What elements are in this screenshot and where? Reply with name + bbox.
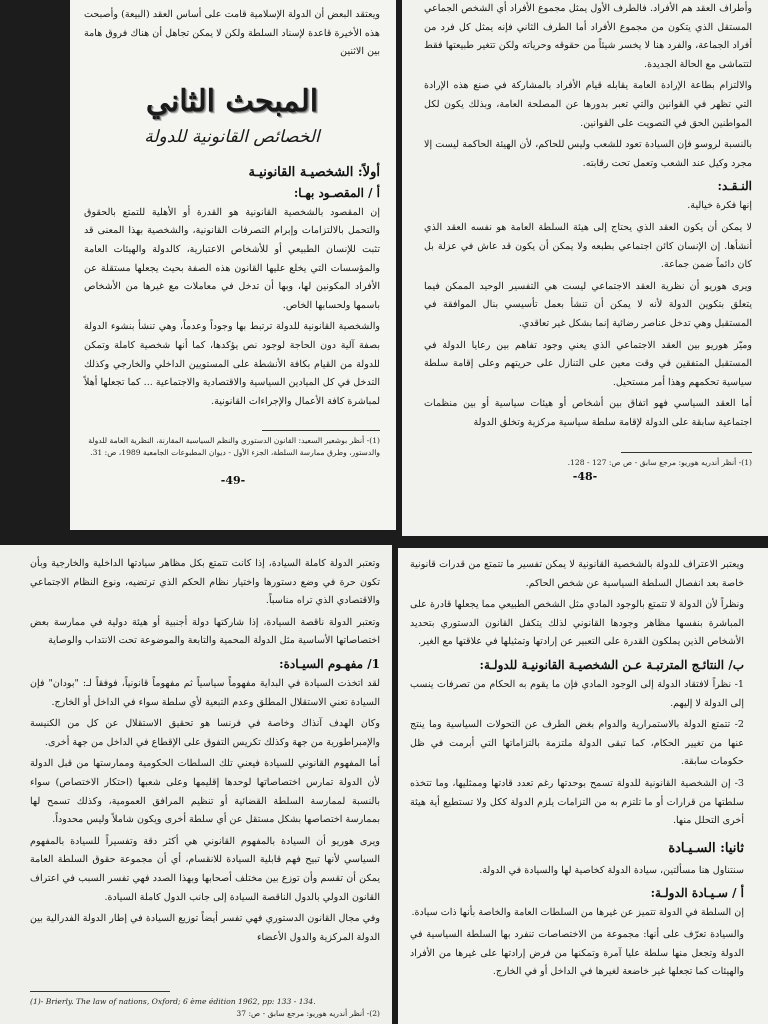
page-49-body [84,6,380,414]
footnote-divider [621,452,752,453]
page-51-footnote-latin: (1)- Brierly. The law of nations, Oxford; 6 ème édition 1962, pp: 133 - 134. [30,997,316,1006]
footnote-divider [262,430,380,431]
critique-paragraph: لا يمكن أن يكون العقد الذي يحتاج إلى هيئة السلطة العامة هو نفسه العقد الذي أنشأها. إن الإنسان كائن اجتماعي بطبعه ولا يمكن أن يكون قد عاش في عزلة بل كان دائماً ضمن جماعة. [424,221,752,271]
page-49 [70,0,396,530]
critique-paragraph: ويرى هوريو أن نظرية العقد الاجتماعي ليست هي التفسير الوحيد الممكن فيما يتعلق بتكوين الدولة لأنه لا يمكن أن تنشأ بعمل تأسيسي بنال الموافقة في المستقبل وهي تدخل عناصر رضائية إنما بشكل غير تعاقدي. [424,280,752,329]
page-48-body [424,0,752,435]
critique-heading: النـقـد: [717,179,752,194]
page-49-paragraph: إن المقصود بالشخصية القانونية هو القدرة أو الأهلية للتمتع بالحقوق والتحمل بالالتزامات وإبرام التصرفات القانونية، والشخصية بهذا المعنى قد تثبت للإنسان الطبيعي أو للأشخاص الاعتبارية، كالدولة والهيئات العامة والمؤسسات التي يخلع عليها القانون هذه الصفة بحيث يجعلها مستقلة عن الأفراد المكونين لها، وبها أن تدخل في معاملات مع غيرها من الأشخاص باسمها ولحسابها الخاص. [84,206,380,311]
page-49-paragraph: والشخصية القانونية للدولة ترتبط بها وجوداً وعدماً، وهي تنشأ بنشوء الدولة بصفة آلية دون الحاجة لوجود نص يؤكدها، كما أنها شخصية كاملة وتمكن للدولة من القيام بكافة الأنشطة على المستويين الداخلي والخارجي وكذلك التدخل في كل الميادين السياسية والاقتصادية والاجتماعية ... كما تجعلها أهلاً لمباشرة كافة الأعمال والإجراءات القانونية. [84,321,380,407]
critique-paragraph: أما العقد السياسي فهو اتفاق بين أشخاص أو هيئات سياسية أو بين منظمات اجتماعية سابقة على الدولة لإقامة سلطة سياسية مركزية وتخلق الدولة [424,398,752,428]
page-49-footnotes [84,424,380,459]
subsection-heading-meaning: أ / المقصـود بهـا: [293,185,380,200]
sovereignty-paragraph: والسيادة تعرّف على أنها: مجموعة من الاختصاصات تنفرد بها السلطة السياسية في الدولة وتجعل منها سلطة عليا آمرة وتمكنها من فرض إرادتها على غيرها من الأفراد والهيئات كما تجعلها غير خاضعة لغيرها في الداخل أو في الخارج. [410,928,744,978]
page-50-body [410,556,744,985]
page-48-number: -48- [572,470,598,483]
chapter-subtitle: الخصائص القانونية للدولة [144,126,320,147]
page-51-paragraph: وتعتبر الدولة كاملة السيادة، إذا كانت تتمتع بكل مظاهر سيادتها الداخلية والخارجية وبأن تكون حرة في وضع دستورها واختيار نظام الحكم الذي ترتضيه، ونوع النظام الاجتماعي والاقتصادي الذي تراه مناسباً. [30,558,380,607]
sovereignty-paragraph: إن السلطة في الدولة تتميز عن غيرها من السلطات العامة والخاصة بأنها ذات سيادة. [411,907,744,919]
result-item: 1- نظراً لافتقاد الدولة إلى الوجود المادي فإن ما يقوم به الحكام من تصرفات ينسب إلى الدولة لا إليهم. [410,678,744,709]
page-49-number: -49- [220,474,246,487]
page-50 [398,548,768,1024]
footnote-divider [30,991,170,992]
results-heading: ب/ النتائـج المترتبـة عـن الشخصيـة القانونيـة للدولـة: [479,657,744,672]
page-48-footnote: (1)- أنظر أندريه هوريو: مرجع سابق - ص ص: 127 - 128. [567,458,752,467]
subsection-heading-state-sovereignty: أ / سـيـادة الدولـة: [650,886,744,901]
page-51-footnotes [30,985,380,1020]
page-51-footnote: (2)- أنظر أندريه هوريو: مرجع سابق - ص: 37 [236,1009,380,1018]
page-48-paragraph: والالتزام بطاعة الإرادة العامة يقابله قيام الأفراد بالمشاركة في صنع هذه الإرادة التي تظهر في القوانين والتي تعبر بدورها عن المصلحة العامة، وبذلك يكون لكل المواطنين الحق في التصويت على القوانين. [424,80,752,129]
page-50-paragraph: ونظراً لأن الدولة لا تتمتع بالوجود المادي مثل الشخص الطبيعي مما يجعلها قادرة على المباشرة بنفسها مظاهر وجودها القانوني لذلك يتكفل القانون الدستوري بتحديد الأشخاص الذين يملكون القدرة على التعبير عن إرادتها وتمثيلها في علاقتها مع الغير. [410,599,744,648]
page-51 [0,545,392,1024]
concept-heading: 1/ مفهـوم السيـادة: [279,656,380,671]
sovereignty-intro: سنتناول هنا مسألتين، سيادة الدولة كخاصية لها والسيادة في الدولة. [479,864,744,876]
section-heading-sovereignty: ثانيا: السـيـادة [668,840,744,856]
page-48-paragraph: وأطراف العقد هم الأفراد. فالطرف الأول يمثل مجموع الأفراد أي الشخص الجماعي المستقل الذي يتكون من مجموع الأفراد أما الطرف الثاني فإنه يمثل كل فرد من أفراد الجماعة، والفرد هنا لا يخسر شيئاً من حقوقه وحرياته ولكن تتغير طبيعتها فقط لتتماشى مع الحالة الجديدة. [424,3,752,70]
critique-paragraph: وميّز هوريو بين العقد الاجتماعي الذي يعني وجود تفاهم بين رعايا الدولة في المستقبل المتفقين في وقت معين على التنازل على حريتهم وعلى إقامة سلطة سياسية تحكمهم وهذا أمر مستحيل. [424,339,752,388]
page-51-body [30,555,380,950]
page-51-paragraph: وتعتبر الدولة ناقصة السيادة، إذا شاركتها دولة أجنبية أو هيئة دولية في ممارسة بعض اختصاصاتها الأساسية مثل الدولة المحمية والتابعة والموضوعة تحت الانتداب والوصاية [30,616,380,647]
chapter-title: المبحث الثاني [145,83,319,119]
critique-paragraph: إنها فكرة خيالية. [687,200,752,212]
concept-paragraph: وكان الهدف آنذاك وخاصة في فرنسا هو تحقيق الاستقلال عن كل من الكنيسة والإمبراطورية من جهة وكذلك تكريس التفوق على الإقطاع في الداخل من جهة أخرى. [30,718,380,748]
concept-paragraph: وفي مجال القانون الدستوري فهي تفسر أيضاً توزيع السيادة في إطار الدولة الفدرالية بين الدولة المركزية والدول الأعضاء [30,913,380,943]
page-48-footnotes [424,446,752,469]
result-item: 3- إن الشخصية القانونية للدولة تسمح بوحدتها رغم تعدد قادتها وممثليها، وما تتخذه سلطتها من قرارات أو ما تلتزم به من التزامات يلزم الدولة ككل ولا تستطيع أية هيئة أخرى التحلل منها. [410,777,744,827]
page-49-intro: ويعتقد البعض أن الدولة الإسلامية قامت على أساس العقد (البيعة) وأصبحت هذه الأخيرة قاعدة لإسناد السلطة ولكن لا يمكن تجاهل أن هناك فروق هامة بين الاثنين [84,9,380,58]
page-50-paragraph: ويعتبر الاعتراف للدولة بالشخصية القانونية لا يمكن تفسير ما تتمتع من قدرات قانونية خاصة بعد انفصال السلطة السياسية عن شخص الحاكم. [410,559,744,589]
page-49-footnote: (1)- أنظر بوشعير السعيد: القانون الدستوري والنظم السياسية المقارنة، النظرية العامة للدولة والدستور، وطرق ممارسة السلطة، الجزء الأول - ديوان المطبوعات الجامعية 1989، ص: 31. [88,436,380,457]
concept-paragraph: لقد اتخذت السيادة في البداية مفهوماً سياسياً ثم مفهوماً قانونياً، فوفقاً لـ: "بودان" فإن السيادة تعني الاستقلال المطلق وعدم التبعية لأي سلطة سواء في الداخل أو الخارج. [30,677,380,708]
concept-paragraph: أما المفهوم القانوني للسيادة فيعني تلك السلطات الحكومية وممارستها من قبل الدولة لأن الدولة تمارس اختصاصاتها لوحدها إقليمها وعلى شعبها (احتكار الاختصاص) سواء بالنسبة لممارسة السلطة القضائية أو تنظيم المرافق العمومية، وكذلك تسمح لها بممارسة اختصاصها بشكل مستقل عن أي سلطة أخرى ويكون شاملاً وليس محدوداً. [30,758,380,826]
section-heading-legal-personality: أولاً: الشخصيـة القانونيـة [248,164,380,180]
result-item: 2- تتمتع الدولة بالاستمرارية والدوام بغض الطرف عن التحولات السياسية وما ينتج عنها من تغيير الحكام، كما تبقى الدولة ملتزمة بالتزاماتها التي أبرمت في ظل حكومات سابقة. [410,719,744,768]
page-48 [402,0,768,536]
page-48-paragraph: بالنسبة لروسو فإن السيادة تعود للشعب وليس للحاكم، لأن الهيئة الحاكمة ليست إلا مجرد وكيل عند الشعب وتعمل تحت رقابته. [424,139,752,169]
concept-paragraph: ويرى هوريو أن السيادة بالمفهوم القانوني هي أكثر دقة وتفسيراً للسيادة بالمفهوم السياسي لأنها تبيح فهم قابلية السيادة للانقسام، أي أن مجموعة حقوق السلطة العامة يمكن أن تقسم وأن توزع بين مختلف أصحابها وبهذا الصدد فهي تفسر السبب في اعتراف القانون الدولي بالدول الناقصة السيادة إلى جانب الدول كاملة السيادة. [30,835,380,903]
